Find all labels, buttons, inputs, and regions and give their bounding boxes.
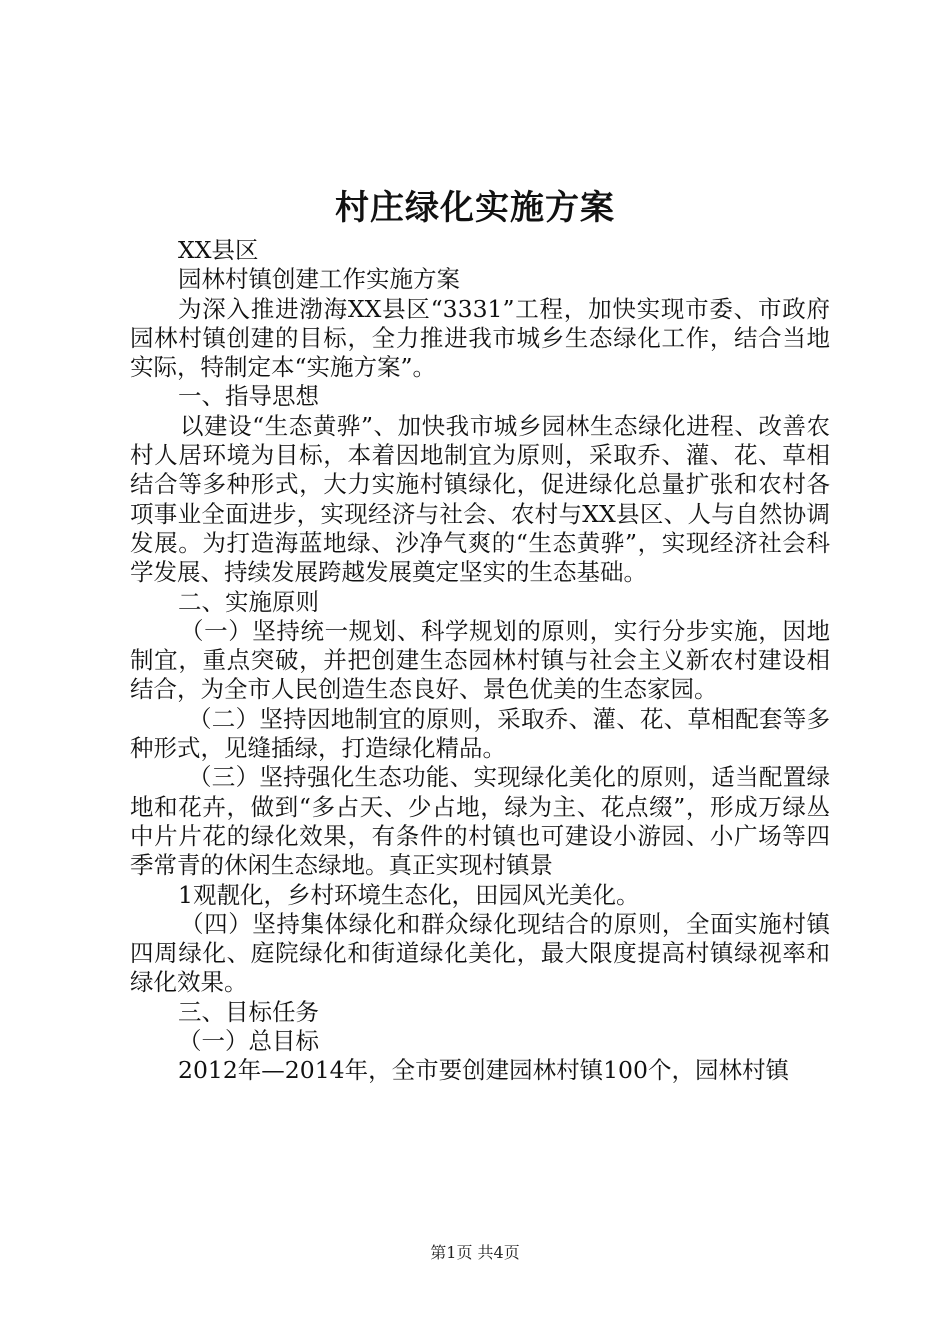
paragraph-principle-3: （三）坚持强化生态功能、实现绿化美化的原则，适当配置绿地和花卉，做到“多占天、少占地，绿为主、花点缀”，形成万绿丛中片片花的绿化效果，有条件的村镇也可建设小游园、小广场等四季常青的休闲生态绿地。真正实现村镇景	[130, 763, 830, 880]
heading-targets: 三、目标任务	[178, 997, 319, 1026]
paragraph-principle-4: （四）坚持集体绿化和群众绿化现结合的原则，全面实施村镇四周绿化、庭院绿化和街道绿化美化，最大限度提高村镇绿视率和绿化效果。	[130, 909, 830, 997]
paragraph-intro: 为深入推进渤海XX县区“3331”工程，加快实现市委、市政府园林村镇创建的目标，全力推进我市城乡生态绿化工作，结合当地实际，特制定本“实施方案”。	[130, 294, 830, 382]
page-footer: 第1页 共4页	[430, 1243, 520, 1262]
heading-guiding-ideology: 一、指导思想	[178, 382, 319, 411]
document-title: 村庄绿化实施方案	[335, 188, 615, 228]
paragraph-principle-1: （一）坚持统一规划、科学规划的原则，实行分步实施，因地制宜，重点突破，并把创建生态园林村镇与社会主义新农村建设相结合，为全市人民创造生态良好、景色优美的生态家园。	[130, 616, 830, 704]
paragraph-principle-2: （二）坚持因地制宜的原则，采取乔、灌、花、草相配套等多种形式，见缝插绿，打造绿化精品。	[130, 704, 830, 763]
heading-overall-target: （一）总目标	[178, 1027, 319, 1056]
paragraph-guiding-ideology: 以建设“生态黄骅”、加快我市城乡园林生态绿化进程、改善农村人居环境为目标，本着因地制宜为原则，采取乔、灌、花、草相结合等多种形式，大力实施村镇绿化，促进绿化总量扩张和农村各项事业全面进步，实现经济与社会、农村与XX县区、人与自然协调发展。为打造海蓝地绿、沙净气爽的“生态黄骅”，实现经济社会科学发展、持续发展跨越发展奠定坚实的生态基础。	[130, 411, 830, 587]
heading-principles: 二、实施原则	[178, 587, 319, 616]
paragraph-overall-target: 2012年—2014年，全市要创建园林村镇100个，园林村镇	[178, 1056, 789, 1085]
paragraph-principle-3-cont: 1观靓化，乡村环境生态化，田园风光美化。	[178, 880, 640, 909]
paragraph-county: XX县区	[178, 236, 259, 264]
document-body	[130, 236, 830, 1086]
paragraph-subtitle: 园林村镇创建工作实施方案	[178, 265, 460, 294]
